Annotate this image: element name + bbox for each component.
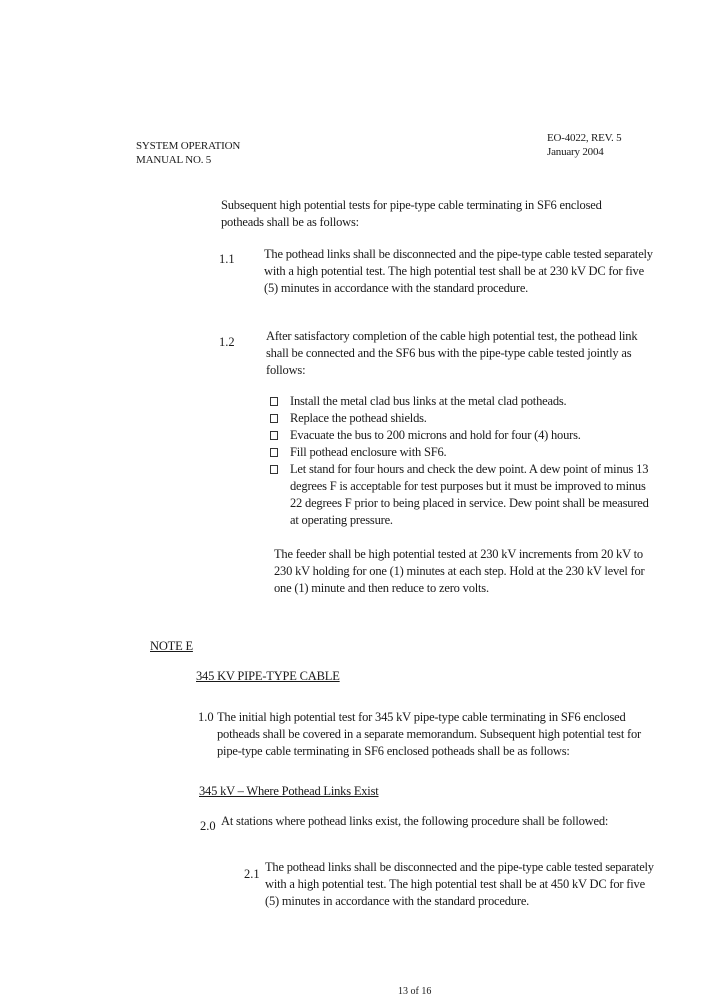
item-2-1-text: The pothead links shall be disconnected and the pipe-type cable tested separately with a high potential test. The high potential test shall be at 450 kV DC for five (5) minutes in accordance with the standard procedure. [265, 860, 654, 908]
section-heading: 345 KV PIPE-TYPE CABLE [196, 669, 340, 683]
page-number: 13 of 16 [398, 986, 432, 997]
item-1-1-text: The pothead links shall be disconnected and the pipe-type cable tested separately with a high potential test. The high potential test shall be at 230 kV DC for five (5) minutes in accordance with the standard procedure. [264, 247, 653, 295]
item-2-1-number: 2.1 [244, 867, 260, 881]
checklist-item [268, 461, 658, 529]
checkbox-icon [270, 431, 278, 440]
checklist-item-text: Evacuate the bus to 200 microns and hold for four (4) hours. [290, 428, 581, 442]
checklist-item [268, 444, 658, 461]
header-left-line2: MANUAL NO. 5 [136, 154, 212, 166]
checkbox-icon [270, 414, 278, 423]
checkbox-icon [270, 397, 278, 406]
checkbox-icon [270, 448, 278, 457]
header-right [547, 131, 677, 159]
checklist-item-text: Fill pothead enclosure with SF6. [290, 445, 447, 459]
checklist-item [268, 393, 658, 410]
item-1-1-number: 1.1 [219, 252, 235, 266]
header-left [136, 139, 336, 167]
note-heading: NOTE E [150, 639, 193, 653]
header-right-line2: January 2004 [547, 146, 604, 158]
item-1-0-number: 1.0 [198, 710, 214, 724]
checklist-item-text: Replace the pothead shields. [290, 411, 427, 425]
item-2-0-text: At stations where pothead links exist, the following procedure shall be followed: [221, 814, 609, 828]
checklist-item-text: Install the metal clad bus links at the metal clad potheads. [290, 394, 567, 408]
checklist-item-text: Let stand for four hours and check the dew point. A dew point of minus 13 degrees F is acceptable for test purposes but it must be improved to minus 22 degrees F prior to being placed in service. Dew point shall be measured at operating pressure. [290, 462, 649, 527]
checklist-item [268, 427, 658, 444]
header-left-line1: SYSTEM OPERATION [136, 140, 241, 152]
item-2-0-number: 2.0 [200, 819, 216, 833]
subheading-pothead-links: 345 kV – Where Pothead Links Exist [199, 784, 379, 798]
feeder-paragraph: The feeder shall be high potential tested at 230 kV increments from 20 kV to 230 kV holding for one (1) minutes at each step. Hold at the 230 kV level for one (1) minute and then reduce to zero volts. [274, 547, 645, 595]
intro-paragraph: Subsequent high potential tests for pipe-type cable terminating in SF6 enclosed potheads shall be as follows: [221, 198, 602, 229]
item-1-0-text: The initial high potential test for 345 kV pipe-type cable terminating in SF6 enclosed potheads shall be covered in a separate memorandum. Subsequent high potential test for pipe-type cable terminating in SF6 enclosed potheads shall be as follows: [217, 710, 641, 758]
item-1-2-number: 1.2 [219, 335, 235, 349]
checklist-item [268, 410, 658, 427]
item-1-2-text: After satisfactory completion of the cable high potential test, the pothead link shall be connected and the SF6 bus with the pipe-type cable tested jointly as follows: [266, 329, 638, 377]
procedure-checklist [268, 393, 658, 529]
checkbox-icon [270, 465, 278, 474]
header-right-line1: EO-4022, REV. 5 [547, 132, 622, 144]
